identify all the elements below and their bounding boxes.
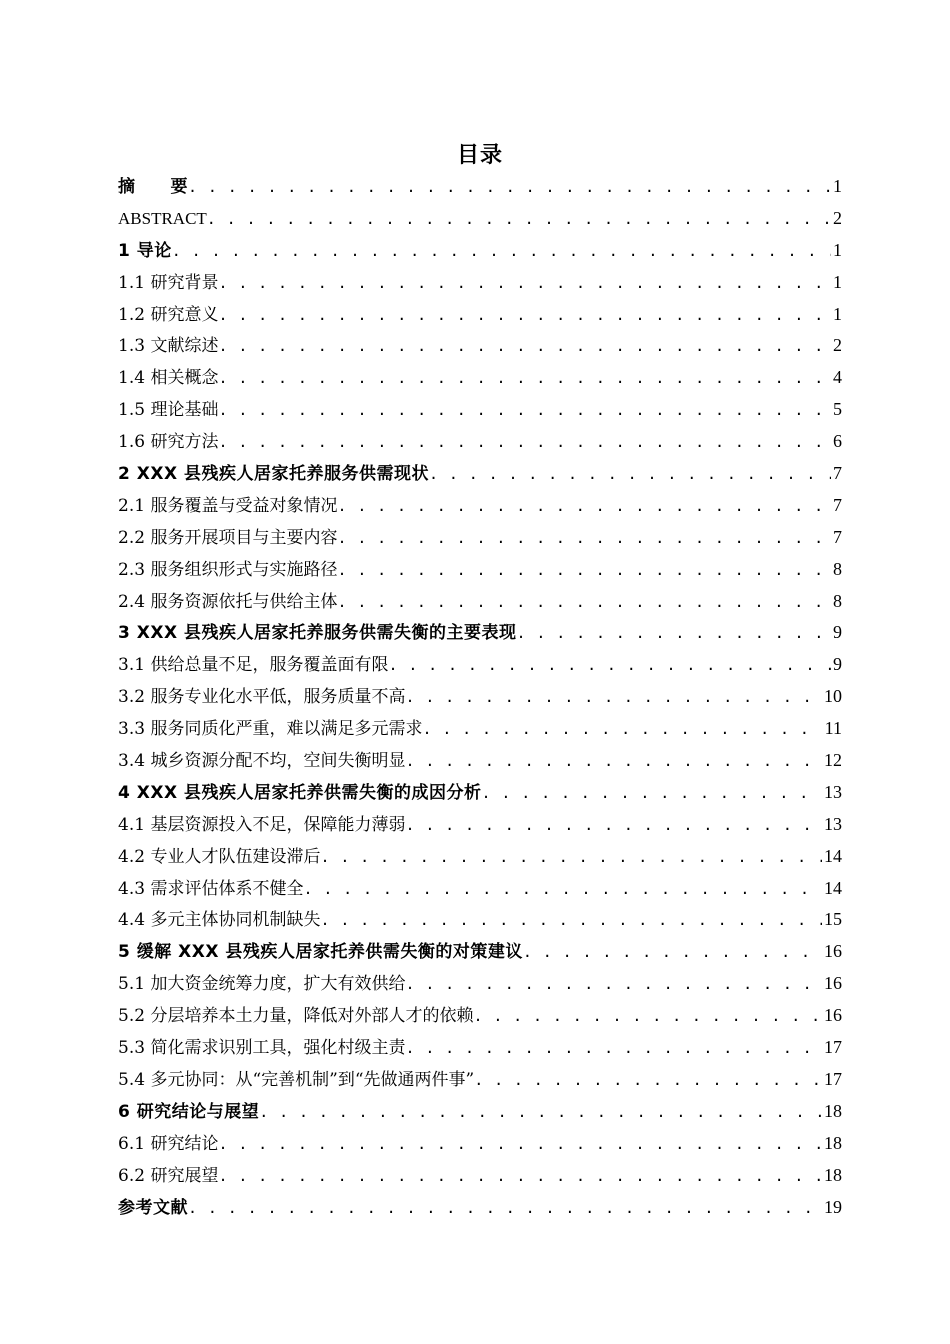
toc-dot-leader [337, 491, 831, 523]
toc-dot-leader [388, 650, 831, 682]
toc-entry[interactable] [118, 841, 842, 873]
toc-entry-label: 2.1 服务覆盖与受益对象情况 [118, 495, 338, 516]
toc-dot-leader [473, 1001, 822, 1033]
toc-entry[interactable] [118, 1128, 842, 1160]
toc-dot-leader [422, 714, 822, 746]
toc-entry-page-number: 16 [824, 973, 842, 994]
toc-entry[interactable] [118, 904, 842, 936]
toc-entry-label: 4.4 多元主体协同机制缺失 [118, 910, 321, 931]
toc-dot-leader [337, 523, 831, 555]
toc-entry[interactable] [118, 809, 842, 841]
toc-entry[interactable] [118, 1032, 842, 1064]
toc-entry-page-number: 2 [833, 207, 842, 228]
toc-entry-label: 3.3 服务同质化严重，难以满足多元需求 [118, 719, 423, 740]
toc-dot-leader [218, 1161, 822, 1193]
toc-entry[interactable] [118, 1192, 842, 1224]
toc-entry-page-number: 14 [824, 845, 842, 866]
toc-dot-leader [218, 331, 831, 363]
toc-entry[interactable] [118, 490, 842, 522]
toc-entry[interactable] [118, 267, 842, 299]
toc-entry-label: 5.2 分层培养本土力量，降低对外部人才的依赖 [118, 1006, 474, 1027]
toc-dot-leader [429, 459, 831, 491]
toc-entry-label: 3.4 城乡资源分配不均，空间失衡明显 [118, 751, 406, 772]
toc-entry[interactable] [118, 1000, 842, 1032]
toc-entry-page-number: 17 [824, 1068, 842, 1089]
toc-entry[interactable] [118, 330, 842, 362]
toc-entry[interactable] [118, 426, 842, 458]
toc-dot-leader [172, 236, 831, 268]
toc-dot-leader [218, 268, 831, 300]
toc-entry-page-number: 13 [824, 813, 842, 834]
toc-entry[interactable] [118, 235, 842, 267]
toc-entry-label: 4.2 专业人才队伍建设滞后 [118, 846, 321, 867]
toc-entry-page-number: 1 [833, 239, 842, 260]
toc-entry-label: 1.1 研究背景 [118, 272, 219, 293]
toc-entry[interactable] [118, 649, 842, 681]
toc-entry-label: 4.3 需求评估体系不健全 [118, 878, 304, 899]
toc-entry[interactable] [118, 394, 842, 426]
toc-dot-leader [218, 300, 831, 332]
toc-entry-label: 1.6 研究方法 [118, 432, 219, 453]
toc-dot-leader [405, 682, 822, 714]
toc-entry-label: 3.1 供给总量不足，服务覆盖面有限 [118, 655, 389, 676]
toc-entry[interactable] [118, 777, 842, 809]
toc-entry[interactable] [118, 362, 842, 394]
toc-dot-leader [405, 969, 822, 1001]
toc-entry-page-number: 18 [824, 1132, 842, 1153]
toc-dot-leader [405, 746, 822, 778]
toc-dot-leader [337, 555, 831, 587]
toc-entry-page-number: 12 [824, 750, 842, 771]
toc-entry-label: 3 XXX 县残疾人居家托养服务供需失衡的主要表现 [118, 623, 517, 644]
toc-entry-label: 1.5 理论基础 [118, 400, 219, 421]
toc-entry[interactable] [118, 713, 842, 745]
toc-entry-label: 5.3 简化需求识别工具，强化村级主责 [118, 1038, 406, 1059]
toc-list [118, 171, 842, 1223]
toc-entry-page-number: 1 [833, 303, 842, 324]
toc-entry-label: 2.3 服务组织形式与实施路径 [118, 559, 338, 580]
toc-entry-label: 5 缓解 XXX 县残疾人居家托养供需失衡的对策建议 [118, 942, 523, 963]
toc-entry-page-number: 16 [824, 1005, 842, 1026]
toc-dot-leader [482, 778, 823, 810]
toc-entry-page-number: 15 [824, 909, 842, 930]
toc-entry[interactable] [118, 458, 842, 490]
toc-entry-page-number: 7 [833, 494, 842, 515]
toc-entry-label: 6.2 研究展望 [118, 1165, 219, 1186]
toc-entry-page-number: 18 [824, 1164, 842, 1185]
toc-dot-leader [405, 1033, 822, 1065]
toc-title: 目录 [456, 143, 503, 168]
toc-entry-page-number: 13 [824, 781, 842, 802]
toc-dot-leader [218, 1129, 822, 1161]
toc-entry-label: 1.4 相关概念 [118, 368, 219, 389]
toc-dot-leader [188, 1193, 822, 1225]
toc-entry-label: 1 导论 [118, 240, 172, 261]
toc-entry[interactable] [118, 299, 842, 331]
toc-entry-label: 2.2 服务开展项目与主要内容 [118, 527, 338, 548]
toc-entry-label: ABSTRACT [118, 208, 207, 228]
toc-entry-label: 3.2 服务专业化水平低，服务质量不高 [118, 687, 406, 708]
toc-entry-page-number: 10 [824, 686, 842, 707]
toc-dot-leader [320, 842, 822, 874]
toc-dot-leader [474, 1065, 822, 1097]
toc-entry-label: 摘 要 [118, 177, 188, 197]
toc-entry-label: 5.4 多元协同：从“完善机制”到“先做通两件事” [118, 1069, 475, 1090]
toc-entry-page-number: 9 [833, 622, 842, 643]
toc-dot-leader [259, 1097, 822, 1129]
toc-dot-leader [517, 618, 832, 650]
toc-entry-page-number: 8 [833, 590, 842, 611]
toc-entry-page-number: 11 [824, 718, 842, 739]
toc-entry[interactable] [118, 936, 842, 968]
toc-entry-page-number: 6 [833, 431, 842, 452]
toc-entry[interactable] [118, 1096, 842, 1128]
toc-dot-leader [320, 905, 822, 937]
toc-entry[interactable] [118, 203, 842, 235]
toc-entry-label: 4 XXX 县残疾人居家托养供需失衡的成因分析 [118, 782, 482, 803]
toc-entry[interactable] [118, 681, 842, 713]
toc-entry-page-number: 18 [824, 1100, 842, 1121]
toc-dot-leader [218, 427, 831, 459]
toc-entry-page-number: 5 [833, 399, 842, 420]
toc-entry-page-number: 1 [833, 271, 842, 292]
toc-entry-label: 1.3 文献综述 [118, 336, 219, 357]
toc-entry-page-number: 2 [833, 335, 842, 356]
toc-entry[interactable] [118, 522, 842, 554]
toc-dot-leader [207, 204, 831, 236]
toc-entry-label: 2 XXX 县残疾人居家托养服务供需现状 [118, 464, 429, 485]
toc-entry-page-number: 19 [824, 1196, 842, 1217]
toc-entry[interactable] [118, 873, 842, 905]
toc-entry[interactable] [118, 1160, 842, 1192]
toc-entry-label: 5.1 加大资金统筹力度，扩大有效供给 [118, 974, 406, 995]
toc-entry-page-number: 9 [833, 654, 842, 675]
toc-entry[interactable] [118, 554, 842, 586]
toc-entry-page-number: 8 [833, 558, 842, 579]
toc-entry-page-number: 1 [833, 176, 842, 196]
toc-entry[interactable] [118, 171, 842, 203]
toc-dot-leader [405, 810, 822, 842]
toc-entry[interactable] [118, 745, 842, 777]
toc-entry-label: 1.2 研究意义 [118, 304, 219, 325]
toc-entry-page-number: 7 [833, 526, 842, 547]
toc-entry-label: 4.1 基层资源投入不足，保障能力薄弱 [118, 814, 406, 835]
toc-dot-leader [218, 363, 831, 395]
toc-entry-page-number: 4 [833, 367, 842, 388]
toc-dot-leader [337, 587, 831, 619]
toc-entry-label: 6 研究结论与展望 [118, 1101, 260, 1122]
toc-entry-page-number: 16 [824, 941, 842, 962]
toc-dot-leader [303, 874, 822, 906]
toc-dot-leader [188, 172, 831, 204]
toc-entry[interactable] [118, 1064, 842, 1096]
toc-entry-label: 参考文献 [118, 1197, 188, 1218]
toc-dot-leader [218, 395, 831, 427]
toc-entry-page-number: 7 [833, 463, 842, 484]
toc-dot-leader [523, 937, 822, 969]
toc-entry-label: 2.4 服务资源依托与供给主体 [118, 591, 338, 612]
toc-entry-page-number: 14 [824, 877, 842, 898]
toc-entry[interactable] [118, 617, 842, 649]
toc-entry[interactable] [118, 586, 842, 618]
toc-entry[interactable] [118, 968, 842, 1000]
toc-entry-page-number: 17 [824, 1037, 842, 1058]
toc-entry-label: 6.1 研究结论 [118, 1133, 219, 1154]
